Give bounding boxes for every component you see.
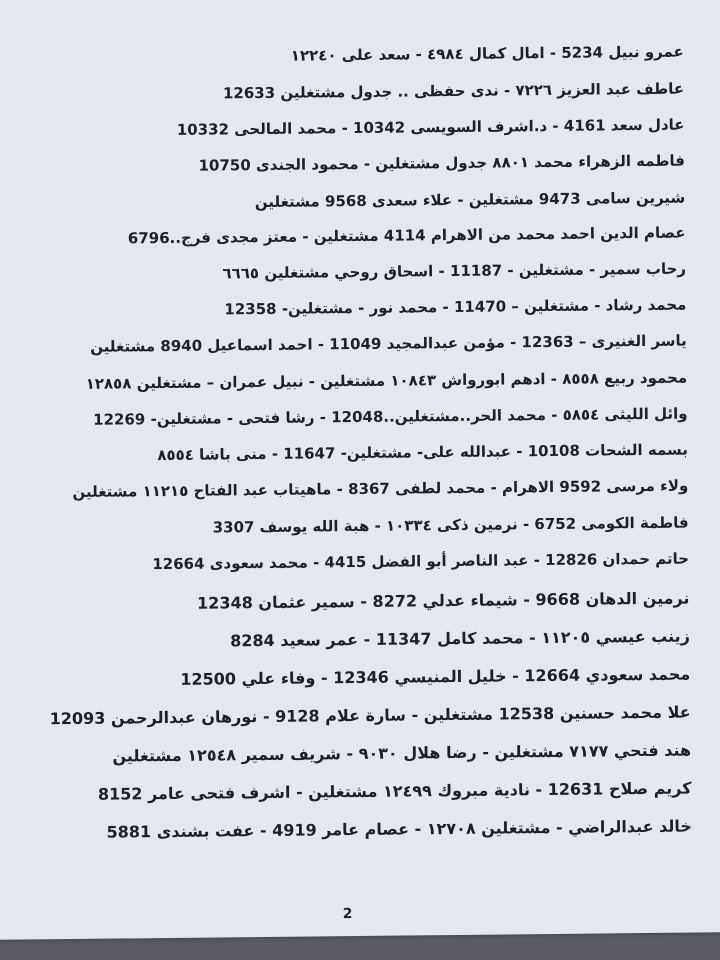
list-line: ولاء مرسى 9592 الاهرام - محمد لطفى 8367 - ماهيتاب عبد الفتاح ١١٢١٥ مشتغلين [72,476,689,501]
list-line: محمد سعودي 12664 - خليل المنيسي 12346 - وفاء علي 12500 [180,664,691,689]
list-line: عاطف عبد العزيز ٧٢٢٦ - ندى حفظى .. جدول مشتغلين 12633 [222,79,685,103]
list-line: شيرين سامى 9473 مشتغلين - علاء سعدى 9568 مشتغلين [254,188,686,212]
page-number: 2 [342,906,353,923]
list-line: هند فتحي ٧١٧٧ مشتغلين - رضا هلال ٩٠٣٠ - شريف سمير ١٢٥٤٨ مشتغلين [112,740,692,766]
list-line: وائل الليثى ٥٨٥٤ - محمد الحر..مشتغلين..12048 - رشا فتحى - مشتغلين- 12269 [93,404,688,429]
list-line: عادل سعد 4161 - د.اشرف السويسى 10342 - محمد المالحى 10332 [176,115,685,139]
list-line: زينب عيسي ١١٢٠٥ - محمد كامل 11347 - عمر سعيد 8284 [230,626,690,651]
list-line: ياسر الغنيرى – 12363 - مؤمن عبدالمجيد 11049 - احمد اسماعيل 8940 مشتغلين [90,331,687,356]
list-line: رحاب سمير - مشتغلين - 11187 - اسحاق روحي مشتغلين ٦٦٦٥ [222,259,687,283]
list-line: نرمين الدهان 9668 - شيماء عدلي 8272 - سمير عثمان 12348 [197,588,690,613]
list-line: فاطمه الزهراء محمد ٨٨٠١ جدول مشتغلين - محمود الجندى 10750 [198,151,685,175]
list-line: محمود ربيع ٨٥٥٨ - ادهم ابورواش ١٠٨٤٣ مشتغلين - نبيل عمران – مشتغلين ١٢٨٥٨ [85,368,688,393]
page-content [13,2,712,923]
list-line: فاطمة الكومى 6752 - نرمين ذكى ١٠٣٣٤ - هبة الله يوسف 3307 [212,513,689,537]
list-line: بسمه الشحات 10108 - عبدالله على- مشتغلين- 11647 - منى باشا ٨٥٥٤ [157,440,688,465]
list-line: محمد رشاد - مشتغلين – 11470 - محمد نور - مشتغلين- 12358 [224,295,687,319]
list-line: عمرو نبيل 5234 - امال كمال ٤٩٨٤ - سعد على ١٢٢٤٠ [290,42,684,65]
member-list [44,42,692,842]
list-line: علا محمد حسنين 12538 مشتغلين - سارة علام 9128 - نورهان عبدالرحمن 12093 [49,702,691,729]
list-line: عصام الدين احمد محمد من الاهرام 4114 مشتغلين - معتز مجدى فرج..6796 [127,223,686,248]
list-line: كريم صلاح 12631 - نادية مبروك ١٢٤٩٩ مشتغلين - اشرف فتحى عامر 8152 [97,778,692,804]
list-line: حاتم حمدان 12826 - عبد الناصر أبو الفضل 4415 - محمد سعودى 12664 [152,549,690,574]
list-line: خالد عبدالراضي - مشتغلين ١٢٧٠٨ - عصام عامر 4919 - عفت بشندى 5881 [106,816,692,842]
